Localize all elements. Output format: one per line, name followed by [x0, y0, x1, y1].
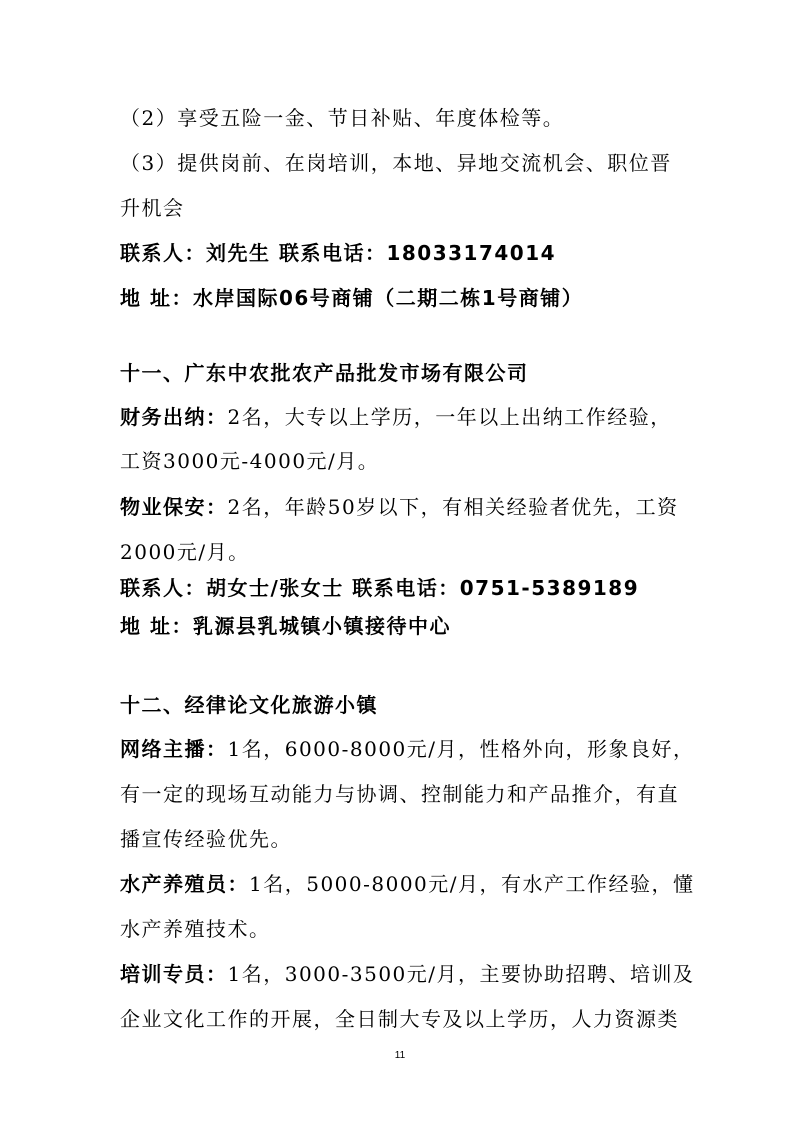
- page-number: 11: [394, 1050, 406, 1061]
- contact-line-10: 联系人：刘先生 联系电话：18033174014: [120, 241, 557, 265]
- contact-line-11: 联系人：胡女士/张女士 联系电话：0751-5389189: [120, 576, 640, 600]
- job-finance-cashier-line-2: 工资3000元-4000元/月。: [120, 449, 380, 473]
- benefit-item-3-line-2: 升机会: [120, 196, 185, 220]
- job-livestream-host-line-2: 有一定的现场互动能力与协调、控制能力和产品推介，有直: [120, 782, 679, 806]
- job-label: 网络主播：: [120, 737, 228, 761]
- job-security-line-2: 2000元/月。: [120, 540, 250, 564]
- job-finance-cashier: [120, 405, 690, 429]
- job-label: 培训专员：: [120, 962, 228, 986]
- job-label: 财务出纳：: [120, 405, 228, 429]
- address-line-11: 地 址：乳源县乳城镇小镇接待中心: [120, 614, 451, 638]
- job-training-specialist-line-2: 企业文化工作的开展，全日制大专及以上学历，人力资源类: [120, 1007, 679, 1031]
- job-livestream-host-line-3: 播宣传经验优先。: [120, 827, 292, 851]
- section-12-heading: 十二、经律论文化旅游小镇: [120, 693, 378, 717]
- benefit-item-2: （2）享受五险一金、节日补贴、年度体检等。: [120, 106, 565, 130]
- job-livestream-host: [120, 737, 695, 761]
- job-text: 1名，5000-8000元/月，有水产工作经验，懂: [249, 872, 695, 896]
- job-label: 水产养殖员：: [120, 872, 249, 896]
- job-text: 2名，年龄50岁以下，有相关经验者优先，工资: [227, 495, 679, 519]
- job-text: 1名，6000-8000元/月，性格外向，形象良好，: [227, 737, 695, 761]
- address-line-10: 地 址：水岸国际06号商铺（二期二栋1号商铺）: [120, 286, 584, 310]
- job-text: 2名，大专以上学历，一年以上出纳工作经验，: [227, 405, 672, 429]
- job-training-specialist: [120, 962, 695, 986]
- section-11-heading: 十一、广东中农批农产品批发市场有限公司: [120, 361, 529, 385]
- job-aquaculture-line-2: 水产养殖技术。: [120, 917, 271, 941]
- job-aquaculture: [120, 872, 695, 896]
- job-label: 物业保安：: [120, 495, 228, 519]
- benefit-item-3-line-1: （3）提供岗前、在岗培训，本地、异地交流机会、职位晋: [120, 151, 672, 175]
- job-security: [120, 495, 690, 519]
- job-text: 1名，3000-3500元/月，主要协助招聘、培训及: [227, 962, 695, 986]
